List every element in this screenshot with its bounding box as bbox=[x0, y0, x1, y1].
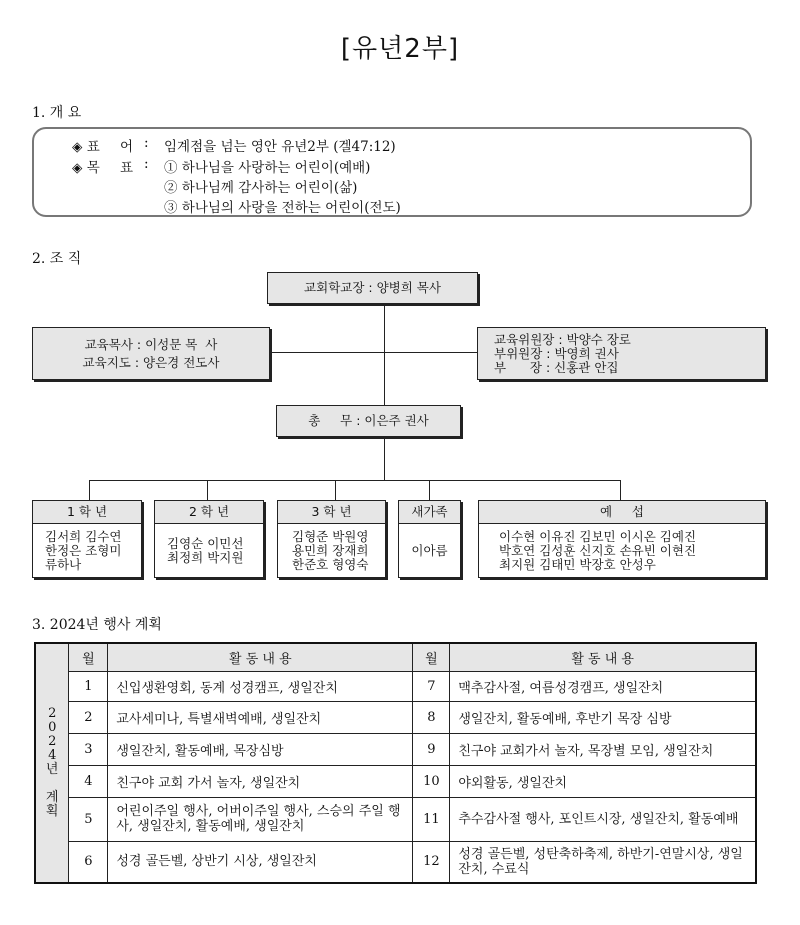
activity-cell: 맥추감사절, 여름성경캠프, 생일잔치 bbox=[450, 671, 756, 701]
month-header: 월 bbox=[413, 643, 450, 671]
motto-label: 표 어 bbox=[86, 139, 142, 155]
group-member-line: 한준호 형영숙 bbox=[292, 556, 369, 572]
activity-cell: 성경 골든벨, 성탄축하축제, 하반기-연말시상, 생일잔치, 수료식 bbox=[450, 841, 756, 883]
section-heading-org: 2. 조 직 bbox=[32, 251, 82, 267]
table-row bbox=[35, 671, 756, 701]
motto-row bbox=[34, 135, 750, 153]
month-cell: 2 bbox=[69, 701, 108, 733]
activity-cell: 친구야 교회가서 놀자, 목장별 모임, 생일잔치 bbox=[450, 733, 756, 765]
month-cell: 6 bbox=[69, 841, 108, 883]
year-plan-side-label: 2 0 2 4 년 계 획 bbox=[35, 643, 69, 883]
table-row bbox=[35, 733, 756, 765]
group-member-line: 이수현 이유진 김보민 이시온 김예진 bbox=[499, 528, 697, 544]
connector-line bbox=[384, 304, 385, 405]
month-header: 월 bbox=[69, 643, 108, 671]
month-cell: 10 bbox=[413, 765, 450, 797]
diamond-bullet-icon: ◈ bbox=[72, 160, 83, 176]
connector-line bbox=[207, 480, 208, 500]
activity-cell: 성경 골든벨, 상반기 시상, 생일잔치 bbox=[108, 841, 413, 883]
goal-item: ③ 하나님의 사랑을 전하는 어린이(전도) bbox=[164, 200, 401, 216]
activity-cell: 신입생환영회, 동계 성경캠프, 생일잔치 bbox=[108, 671, 413, 701]
month-cell: 1 bbox=[69, 671, 108, 701]
activity-cell: 생일잔치, 활동예배, 후반기 목장 심방 bbox=[450, 701, 756, 733]
table-row bbox=[35, 797, 756, 841]
group-member-line: 박호연 김성훈 신지호 손유빈 이현진 bbox=[499, 542, 697, 558]
diamond-bullet-icon: ◈ bbox=[72, 139, 83, 155]
group-member-line: 최지원 김태민 박장호 안성우 bbox=[499, 556, 656, 572]
content-header: 활 동 내 용 bbox=[450, 643, 756, 671]
group-box-grade1 bbox=[32, 500, 142, 578]
month-cell: 4 bbox=[69, 765, 108, 797]
group-box-grade3 bbox=[277, 500, 386, 578]
group-member-line: 김형준 박원영 bbox=[292, 528, 369, 544]
group-header: 새가족 bbox=[399, 501, 460, 524]
content-header: 활 동 내 용 bbox=[108, 643, 413, 671]
motto-value: 임계점을 넘는 영안 유년2부 (겔47:12) bbox=[164, 139, 396, 155]
activity-cell: 어린이주일 행사, 어버이주일 행사, 스승의 주일 행사, 생일잔치, 활동예배, 생일잔치 bbox=[108, 797, 413, 841]
group-member-line: 류하나 bbox=[45, 556, 82, 572]
section-heading-overview: 1. 개 요 bbox=[32, 105, 82, 121]
group-header: 1 학 년 bbox=[33, 501, 141, 524]
group-member-line: 최정희 박지원 bbox=[167, 549, 244, 565]
group-member-line: 이아름 bbox=[411, 542, 448, 558]
activity-cell: 생일잔치, 활동예배, 목장심방 bbox=[108, 733, 413, 765]
section-heading-plan: 3. 2024년 행사 계획 bbox=[32, 617, 162, 633]
goal-colon: : bbox=[144, 156, 149, 172]
connector-line bbox=[384, 437, 385, 481]
general-affairs-text: 총 무 : 이은주 권사 bbox=[308, 413, 429, 428]
general-affairs-box bbox=[276, 405, 461, 437]
committee-chair-text: 교육위원장 : 박양수 장로 bbox=[494, 331, 631, 347]
group-box-grade2 bbox=[154, 500, 264, 578]
table-header-row bbox=[35, 643, 756, 671]
principal-text: 교회학교장 : 양병희 목사 bbox=[304, 280, 441, 295]
goal-item: ① 하나님을 사랑하는 어린이(예배) bbox=[164, 160, 371, 176]
connector-line bbox=[429, 480, 430, 500]
principal-box bbox=[267, 272, 478, 304]
group-member-line: 용민희 장재희 bbox=[292, 542, 369, 558]
department-head-text: 부 장 : 신홍관 안집 bbox=[494, 359, 619, 375]
vice-chair-text: 부위원장 : 박영희 권사 bbox=[494, 345, 619, 361]
connector-line bbox=[620, 480, 621, 500]
goal-item: ② 하나님께 감사하는 어린이(삶) bbox=[164, 180, 358, 196]
connector-line bbox=[89, 480, 90, 500]
month-cell: 7 bbox=[413, 671, 450, 701]
group-header: 예 섭 bbox=[479, 501, 765, 524]
education-guide-text: 교육지도 : 양은경 전도사 bbox=[82, 354, 220, 370]
goal-label: 목 표 bbox=[86, 160, 142, 176]
month-cell: 9 bbox=[413, 733, 450, 765]
event-plan-table bbox=[34, 642, 757, 884]
group-member-line: 김영순 이민선 bbox=[167, 535, 244, 551]
table-row bbox=[35, 765, 756, 797]
activity-cell: 추수감사절 행사, 포인트시장, 생일잔치, 활동예배 bbox=[450, 797, 756, 841]
education-pastor-box bbox=[32, 327, 270, 380]
connector-line bbox=[335, 480, 336, 500]
activity-cell: 야외활동, 생일잔치 bbox=[450, 765, 756, 797]
goal-row bbox=[34, 156, 750, 174]
group-header: 3 학 년 bbox=[278, 501, 385, 524]
group-box-yeseop bbox=[478, 500, 766, 578]
group-member-line: 김서희 김수연 bbox=[45, 528, 122, 544]
page-title: [유년2부] bbox=[340, 34, 460, 64]
month-cell: 5 bbox=[69, 797, 108, 841]
group-member-line: 한정은 조형미 bbox=[45, 542, 122, 558]
table-row bbox=[35, 841, 756, 883]
table-row bbox=[35, 701, 756, 733]
month-cell: 8 bbox=[413, 701, 450, 733]
education-pastor-text: 교육목사 : 이성문 목 사 bbox=[84, 336, 218, 352]
group-header: 2 학 년 bbox=[155, 501, 263, 524]
activity-cell: 교사세미나, 특별새벽예배, 생일잔치 bbox=[108, 701, 413, 733]
month-cell: 3 bbox=[69, 733, 108, 765]
connector-line bbox=[270, 352, 477, 353]
month-cell: 11 bbox=[413, 797, 450, 841]
committee-box bbox=[477, 327, 766, 380]
month-cell: 12 bbox=[413, 841, 450, 883]
motto-colon: : bbox=[144, 135, 149, 151]
activity-cell: 친구야 교회 가서 놀자, 생일잔치 bbox=[108, 765, 413, 797]
connector-bus-line bbox=[89, 480, 620, 481]
group-box-new-family bbox=[398, 500, 461, 578]
overview-box bbox=[32, 127, 752, 217]
